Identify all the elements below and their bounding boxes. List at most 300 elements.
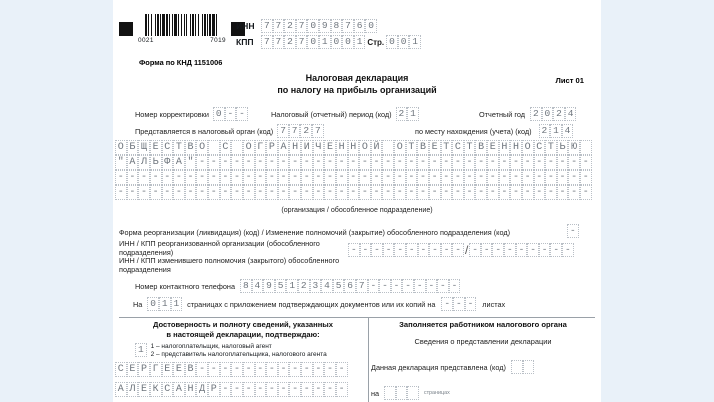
declaration-submitted-input[interactable] bbox=[511, 360, 534, 374]
char-cell[interactable]: 0 bbox=[342, 35, 354, 49]
char-cell[interactable]: 9 bbox=[319, 19, 331, 33]
char-cell[interactable]: - bbox=[185, 185, 197, 200]
char-cell[interactable]: - bbox=[313, 185, 325, 200]
char-cell[interactable]: - bbox=[196, 170, 208, 185]
char-cell[interactable]: - bbox=[301, 382, 313, 397]
char-cell[interactable]: 0 bbox=[542, 107, 554, 121]
year-input[interactable] bbox=[530, 107, 576, 121]
char-cell[interactable]: - bbox=[313, 155, 325, 170]
char-cell[interactable]: 7 bbox=[356, 279, 368, 293]
char-cell[interactable]: О bbox=[394, 140, 406, 155]
char-cell[interactable]: - bbox=[301, 155, 313, 170]
char-cell[interactable]: 4 bbox=[562, 124, 574, 138]
tax-authority-input[interactable] bbox=[277, 124, 323, 138]
char-cell[interactable] bbox=[382, 140, 394, 155]
char-cell[interactable]: - bbox=[289, 382, 301, 397]
inn-input[interactable] bbox=[261, 19, 377, 33]
char-cell[interactable]: - bbox=[406, 185, 418, 200]
char-cell[interactable]: - bbox=[371, 185, 383, 200]
char-cell[interactable]: " bbox=[115, 155, 127, 170]
char-cell[interactable]: С bbox=[162, 382, 174, 397]
char-cell[interactable]: - bbox=[255, 362, 267, 377]
char-cell[interactable]: - bbox=[487, 170, 499, 185]
char-cell[interactable]: - bbox=[557, 170, 569, 185]
char-cell[interactable]: - bbox=[243, 362, 255, 377]
char-cell[interactable]: - bbox=[441, 170, 453, 185]
char-cell[interactable]: Д bbox=[196, 382, 208, 397]
char-cell[interactable]: - bbox=[516, 243, 528, 257]
char-cell[interactable]: - bbox=[162, 170, 174, 185]
char-cell[interactable]: - bbox=[568, 155, 580, 170]
char-cell[interactable]: 2 bbox=[396, 107, 408, 121]
char-cell[interactable]: - bbox=[406, 155, 418, 170]
char-cell[interactable]: 7 bbox=[277, 124, 289, 138]
char-cell[interactable]: В bbox=[185, 362, 197, 377]
char-cell[interactable]: 7 bbox=[261, 35, 273, 49]
char-cell[interactable]: А bbox=[127, 155, 139, 170]
char-cell[interactable]: - bbox=[127, 185, 139, 200]
char-cell[interactable]: - bbox=[336, 155, 348, 170]
char-cell[interactable]: Е bbox=[127, 362, 139, 377]
char-cell[interactable]: - bbox=[510, 155, 522, 170]
char-cell[interactable]: 5 bbox=[333, 279, 345, 293]
char-cell[interactable]: А bbox=[173, 155, 185, 170]
char-cell[interactable]: - bbox=[359, 155, 371, 170]
reorg-kpp-input[interactable] bbox=[469, 243, 573, 257]
char-cell[interactable]: - bbox=[196, 155, 208, 170]
char-cell[interactable]: - bbox=[208, 362, 220, 377]
char-cell[interactable]: Н bbox=[336, 140, 348, 155]
char-cell[interactable]: 7 bbox=[312, 124, 324, 138]
char-cell[interactable]: 7 bbox=[342, 19, 354, 33]
char-cell[interactable]: Ф bbox=[162, 155, 174, 170]
char-cell[interactable]: " bbox=[185, 155, 197, 170]
char-cell[interactable]: Н bbox=[510, 140, 522, 155]
period-input[interactable] bbox=[396, 107, 419, 121]
reorg-form-code-input[interactable] bbox=[567, 224, 579, 238]
pages-count-input[interactable] bbox=[147, 297, 182, 311]
char-cell[interactable]: - bbox=[348, 243, 360, 257]
char-cell[interactable]: - bbox=[492, 243, 504, 257]
char-cell[interactable]: Ч bbox=[313, 140, 325, 155]
char-cell[interactable]: 6 bbox=[344, 279, 356, 293]
char-cell[interactable]: - bbox=[278, 170, 290, 185]
char-cell[interactable]: Г bbox=[255, 140, 267, 155]
char-cell[interactable]: 8 bbox=[240, 279, 252, 293]
char-cell[interactable]: - bbox=[534, 185, 546, 200]
char-cell[interactable]: 3 bbox=[310, 279, 322, 293]
char-cell[interactable]: - bbox=[348, 155, 360, 170]
char-cell[interactable]: - bbox=[499, 185, 511, 200]
char-cell[interactable]: О bbox=[522, 140, 534, 155]
char-cell[interactable]: Т bbox=[545, 140, 557, 155]
char-cell[interactable]: - bbox=[417, 155, 429, 170]
char-cell[interactable]: А bbox=[278, 140, 290, 155]
char-cell[interactable]: - bbox=[394, 170, 406, 185]
page-number-input[interactable] bbox=[386, 35, 421, 49]
char-cell[interactable]: - bbox=[406, 170, 418, 185]
char-cell[interactable]: - bbox=[527, 243, 539, 257]
location-input[interactable] bbox=[539, 124, 574, 138]
char-cell[interactable] bbox=[208, 140, 220, 155]
char-cell[interactable]: - bbox=[580, 185, 592, 200]
char-cell[interactable]: Т bbox=[464, 140, 476, 155]
char-cell[interactable]: 7 bbox=[273, 19, 285, 33]
char-cell[interactable]: 4 bbox=[321, 279, 333, 293]
char-cell[interactable]: 1 bbox=[286, 279, 298, 293]
org-name-row-4[interactable] bbox=[115, 185, 592, 200]
char-cell[interactable]: 2 bbox=[530, 107, 542, 121]
char-cell[interactable]: - bbox=[231, 170, 243, 185]
signer-surname-row[interactable] bbox=[115, 362, 348, 377]
char-cell[interactable]: - bbox=[185, 170, 197, 185]
char-cell[interactable]: - bbox=[429, 155, 441, 170]
char-cell[interactable]: Н bbox=[499, 140, 511, 155]
char-cell[interactable]: Л bbox=[127, 382, 139, 397]
char-cell[interactable]: - bbox=[301, 185, 313, 200]
char-cell[interactable]: - bbox=[266, 382, 278, 397]
char-cell[interactable]: - bbox=[429, 185, 441, 200]
char-cell[interactable]: - bbox=[231, 185, 243, 200]
char-cell[interactable]: 0 bbox=[365, 19, 377, 33]
char-cell[interactable]: - bbox=[150, 170, 162, 185]
char-cell[interactable]: - bbox=[534, 155, 546, 170]
char-cell[interactable]: - bbox=[301, 170, 313, 185]
char-cell[interactable]: 2 bbox=[553, 107, 565, 121]
char-cell[interactable]: - bbox=[522, 155, 534, 170]
char-cell[interactable] bbox=[396, 386, 408, 400]
attachments-count-input[interactable] bbox=[441, 297, 476, 311]
char-cell[interactable]: - bbox=[313, 170, 325, 185]
char-cell[interactable]: - bbox=[475, 170, 487, 185]
char-cell[interactable]: - bbox=[510, 185, 522, 200]
char-cell[interactable]: Р bbox=[138, 362, 150, 377]
char-cell[interactable]: 4 bbox=[252, 279, 264, 293]
char-cell[interactable]: - bbox=[429, 243, 441, 257]
char-cell[interactable]: - bbox=[567, 224, 579, 238]
char-cell[interactable]: - bbox=[196, 185, 208, 200]
char-cell[interactable]: 0 bbox=[147, 297, 159, 311]
char-cell[interactable]: Н bbox=[289, 140, 301, 155]
char-cell[interactable]: - bbox=[510, 170, 522, 185]
char-cell[interactable]: - bbox=[208, 185, 220, 200]
char-cell[interactable]: - bbox=[208, 170, 220, 185]
char-cell[interactable]: 7 bbox=[296, 35, 308, 49]
char-cell[interactable]: - bbox=[368, 279, 380, 293]
char-cell[interactable]: Т bbox=[173, 140, 185, 155]
char-cell[interactable]: 2 bbox=[284, 19, 296, 33]
char-cell[interactable]: - bbox=[394, 243, 406, 257]
char-cell[interactable]: Б bbox=[127, 140, 139, 155]
char-cell[interactable]: - bbox=[557, 155, 569, 170]
char-cell[interactable]: Р bbox=[266, 140, 278, 155]
char-cell[interactable]: - bbox=[568, 185, 580, 200]
char-cell[interactable]: - bbox=[391, 279, 403, 293]
char-cell[interactable]: - bbox=[522, 170, 534, 185]
char-cell[interactable]: С bbox=[452, 140, 464, 155]
org-name-row-2[interactable] bbox=[115, 155, 592, 170]
char-cell[interactable]: 7 bbox=[273, 35, 285, 49]
char-cell[interactable]: - bbox=[417, 185, 429, 200]
char-cell[interactable]: - bbox=[348, 170, 360, 185]
char-cell[interactable]: - bbox=[208, 155, 220, 170]
char-cell[interactable]: 1 bbox=[354, 35, 366, 49]
char-cell[interactable]: А bbox=[115, 382, 127, 397]
char-cell[interactable]: - bbox=[481, 243, 493, 257]
correction-input[interactable] bbox=[213, 107, 248, 121]
char-cell[interactable]: - bbox=[289, 170, 301, 185]
char-cell[interactable]: - bbox=[127, 170, 139, 185]
char-cell[interactable]: - bbox=[429, 170, 441, 185]
char-cell[interactable]: - bbox=[220, 170, 232, 185]
char-cell[interactable]: - bbox=[441, 155, 453, 170]
char-cell[interactable]: Ю bbox=[568, 140, 580, 155]
char-cell[interactable]: И bbox=[301, 140, 313, 155]
char-cell[interactable]: - bbox=[487, 155, 499, 170]
char-cell[interactable]: - bbox=[545, 170, 557, 185]
char-cell[interactable]: - bbox=[278, 382, 290, 397]
char-cell[interactable]: - bbox=[383, 243, 395, 257]
char-cell[interactable]: Е bbox=[150, 140, 162, 155]
char-cell[interactable]: 1 bbox=[135, 343, 147, 357]
char-cell[interactable]: Е bbox=[162, 362, 174, 377]
char-cell[interactable]: О bbox=[359, 140, 371, 155]
char-cell[interactable]: - bbox=[278, 185, 290, 200]
char-cell[interactable]: - bbox=[196, 362, 208, 377]
char-cell[interactable]: 0 bbox=[398, 35, 410, 49]
char-cell[interactable]: - bbox=[266, 170, 278, 185]
char-cell[interactable]: Е bbox=[487, 140, 499, 155]
char-cell[interactable]: 1 bbox=[409, 35, 421, 49]
char-cell[interactable]: - bbox=[545, 185, 557, 200]
char-cell[interactable]: - bbox=[406, 243, 418, 257]
char-cell[interactable]: - bbox=[360, 243, 372, 257]
char-cell[interactable]: - bbox=[441, 185, 453, 200]
char-cell[interactable]: 7 bbox=[289, 124, 301, 138]
char-cell[interactable]: - bbox=[371, 243, 383, 257]
char-cell[interactable]: Е bbox=[324, 140, 336, 155]
char-cell[interactable]: - bbox=[313, 382, 325, 397]
char-cell[interactable]: - bbox=[220, 382, 232, 397]
char-cell[interactable]: О bbox=[196, 140, 208, 155]
char-cell[interactable]: 5 bbox=[275, 279, 287, 293]
char-cell[interactable]: - bbox=[475, 155, 487, 170]
char-cell[interactable]: - bbox=[231, 382, 243, 397]
char-cell[interactable]: Г bbox=[150, 362, 162, 377]
char-cell[interactable]: - bbox=[499, 170, 511, 185]
char-cell[interactable]: - bbox=[557, 185, 569, 200]
char-cell[interactable]: - bbox=[266, 185, 278, 200]
char-cell[interactable]: 0 bbox=[386, 35, 398, 49]
char-cell[interactable]: - bbox=[394, 155, 406, 170]
char-cell[interactable]: - bbox=[243, 170, 255, 185]
char-cell[interactable]: 1 bbox=[171, 297, 183, 311]
char-cell[interactable]: 0 bbox=[307, 19, 319, 33]
char-cell[interactable]: 2 bbox=[539, 124, 551, 138]
char-cell[interactable]: Р bbox=[208, 382, 220, 397]
char-cell[interactable]: - bbox=[464, 185, 476, 200]
char-cell[interactable]: - bbox=[417, 170, 429, 185]
char-cell[interactable]: Н bbox=[185, 382, 197, 397]
char-cell[interactable]: - bbox=[522, 185, 534, 200]
char-cell[interactable]: - bbox=[580, 170, 592, 185]
char-cell[interactable]: - bbox=[301, 362, 313, 377]
char-cell[interactable]: - bbox=[162, 185, 174, 200]
char-cell[interactable] bbox=[407, 386, 419, 400]
char-cell[interactable]: - bbox=[243, 382, 255, 397]
char-cell[interactable]: - bbox=[220, 362, 232, 377]
char-cell[interactable]: - bbox=[231, 155, 243, 170]
reorg-inn-input[interactable] bbox=[348, 243, 464, 257]
char-cell[interactable]: - bbox=[150, 185, 162, 200]
char-cell[interactable]: Л bbox=[138, 155, 150, 170]
char-cell[interactable]: - bbox=[289, 185, 301, 200]
char-cell[interactable]: Т bbox=[441, 140, 453, 155]
char-cell[interactable]: - bbox=[449, 279, 461, 293]
char-cell[interactable]: - bbox=[348, 185, 360, 200]
char-cell[interactable]: - bbox=[452, 185, 464, 200]
char-cell[interactable]: - bbox=[359, 185, 371, 200]
char-cell[interactable]: - bbox=[550, 243, 562, 257]
char-cell[interactable]: Т bbox=[406, 140, 418, 155]
char-cell[interactable]: 2 bbox=[298, 279, 310, 293]
char-cell[interactable]: С bbox=[534, 140, 546, 155]
char-cell[interactable]: - bbox=[452, 155, 464, 170]
char-cell[interactable]: - bbox=[138, 185, 150, 200]
char-cell[interactable]: - bbox=[371, 170, 383, 185]
char-cell[interactable]: 1 bbox=[407, 107, 419, 121]
char-cell[interactable]: С bbox=[162, 140, 174, 155]
char-cell[interactable] bbox=[511, 360, 523, 374]
char-cell[interactable]: - bbox=[371, 155, 383, 170]
char-cell[interactable]: Й bbox=[371, 140, 383, 155]
char-cell[interactable]: - bbox=[379, 279, 391, 293]
char-cell[interactable]: - bbox=[255, 155, 267, 170]
char-cell[interactable]: Щ bbox=[138, 140, 150, 155]
char-cell[interactable]: - bbox=[324, 155, 336, 170]
char-cell[interactable]: - bbox=[382, 185, 394, 200]
char-cell[interactable]: - bbox=[469, 243, 481, 257]
char-cell[interactable]: С bbox=[220, 140, 232, 155]
char-cell[interactable]: - bbox=[278, 362, 290, 377]
char-cell[interactable]: - bbox=[465, 297, 477, 311]
char-cell[interactable]: 0 bbox=[307, 35, 319, 49]
confirmation-code-input[interactable] bbox=[135, 343, 147, 357]
char-cell[interactable]: - bbox=[394, 185, 406, 200]
kpp-input[interactable] bbox=[261, 35, 365, 49]
char-cell[interactable]: - bbox=[475, 185, 487, 200]
signer-name-grid[interactable] bbox=[115, 362, 348, 397]
char-cell[interactable]: В bbox=[185, 140, 197, 155]
char-cell[interactable]: - bbox=[580, 155, 592, 170]
char-cell[interactable]: - bbox=[313, 362, 325, 377]
char-cell[interactable]: - bbox=[289, 155, 301, 170]
char-cell[interactable]: - bbox=[464, 170, 476, 185]
char-cell[interactable]: - bbox=[539, 243, 551, 257]
char-cell[interactable] bbox=[523, 360, 535, 374]
char-cell[interactable]: - bbox=[441, 297, 453, 311]
char-cell[interactable]: 8 bbox=[331, 19, 343, 33]
char-cell[interactable]: - bbox=[359, 170, 371, 185]
char-cell[interactable]: - bbox=[324, 362, 336, 377]
char-cell[interactable]: 1 bbox=[159, 297, 171, 311]
char-cell[interactable]: - bbox=[115, 170, 127, 185]
char-cell[interactable]: - bbox=[231, 362, 243, 377]
char-cell[interactable] bbox=[231, 140, 243, 155]
char-cell[interactable]: - bbox=[255, 382, 267, 397]
org-name-row-3[interactable] bbox=[115, 170, 592, 185]
char-cell[interactable]: - bbox=[173, 170, 185, 185]
char-cell[interactable]: А bbox=[173, 382, 185, 397]
char-cell[interactable]: Ь bbox=[557, 140, 569, 155]
char-cell[interactable]: - bbox=[236, 107, 248, 121]
tax-office-pages-input[interactable] bbox=[384, 386, 419, 400]
char-cell[interactable]: - bbox=[504, 243, 516, 257]
char-cell[interactable]: - bbox=[402, 279, 414, 293]
char-cell[interactable]: - bbox=[568, 170, 580, 185]
char-cell[interactable]: - bbox=[266, 362, 278, 377]
phone-input[interactable] bbox=[240, 279, 460, 293]
char-cell[interactable]: 6 bbox=[354, 19, 366, 33]
char-cell[interactable]: - bbox=[464, 155, 476, 170]
char-cell[interactable]: - bbox=[382, 155, 394, 170]
char-cell[interactable]: Е bbox=[429, 140, 441, 155]
char-cell[interactable]: 0 bbox=[213, 107, 225, 121]
char-cell[interactable]: К bbox=[150, 382, 162, 397]
char-cell[interactable]: - bbox=[266, 155, 278, 170]
char-cell[interactable]: - bbox=[545, 155, 557, 170]
char-cell[interactable]: Н bbox=[348, 140, 360, 155]
char-cell[interactable]: 7 bbox=[296, 19, 308, 33]
char-cell[interactable]: Е bbox=[173, 362, 185, 377]
char-cell[interactable]: - bbox=[336, 362, 348, 377]
char-cell[interactable]: - bbox=[324, 382, 336, 397]
char-cell[interactable]: - bbox=[243, 155, 255, 170]
char-cell[interactable]: - bbox=[382, 170, 394, 185]
char-cell[interactable]: - bbox=[487, 185, 499, 200]
char-cell[interactable]: - bbox=[255, 170, 267, 185]
organization-name-grid[interactable] bbox=[115, 140, 592, 200]
char-cell[interactable]: - bbox=[278, 155, 290, 170]
char-cell[interactable]: - bbox=[225, 107, 237, 121]
char-cell[interactable]: 0 bbox=[331, 35, 343, 49]
char-cell[interactable]: - bbox=[115, 185, 127, 200]
char-cell[interactable]: В bbox=[475, 140, 487, 155]
char-cell[interactable]: С bbox=[115, 362, 127, 377]
char-cell[interactable]: - bbox=[562, 243, 574, 257]
char-cell[interactable]: - bbox=[336, 382, 348, 397]
char-cell[interactable]: В bbox=[417, 140, 429, 155]
char-cell[interactable]: - bbox=[499, 155, 511, 170]
char-cell[interactable]: - bbox=[138, 170, 150, 185]
char-cell[interactable]: - bbox=[220, 155, 232, 170]
char-cell[interactable]: 9 bbox=[263, 279, 275, 293]
char-cell[interactable]: - bbox=[336, 170, 348, 185]
char-cell[interactable]: 1 bbox=[550, 124, 562, 138]
org-name-row-1[interactable] bbox=[115, 140, 592, 155]
char-cell[interactable]: - bbox=[452, 170, 464, 185]
char-cell[interactable]: - bbox=[173, 185, 185, 200]
char-cell[interactable]: - bbox=[324, 170, 336, 185]
char-cell[interactable]: - bbox=[324, 185, 336, 200]
char-cell[interactable]: - bbox=[336, 185, 348, 200]
char-cell[interactable]: 2 bbox=[300, 124, 312, 138]
char-cell[interactable]: Е bbox=[138, 382, 150, 397]
char-cell[interactable]: - bbox=[534, 170, 546, 185]
char-cell[interactable]: - bbox=[289, 362, 301, 377]
char-cell[interactable]: О bbox=[115, 140, 127, 155]
char-cell[interactable]: - bbox=[441, 243, 453, 257]
